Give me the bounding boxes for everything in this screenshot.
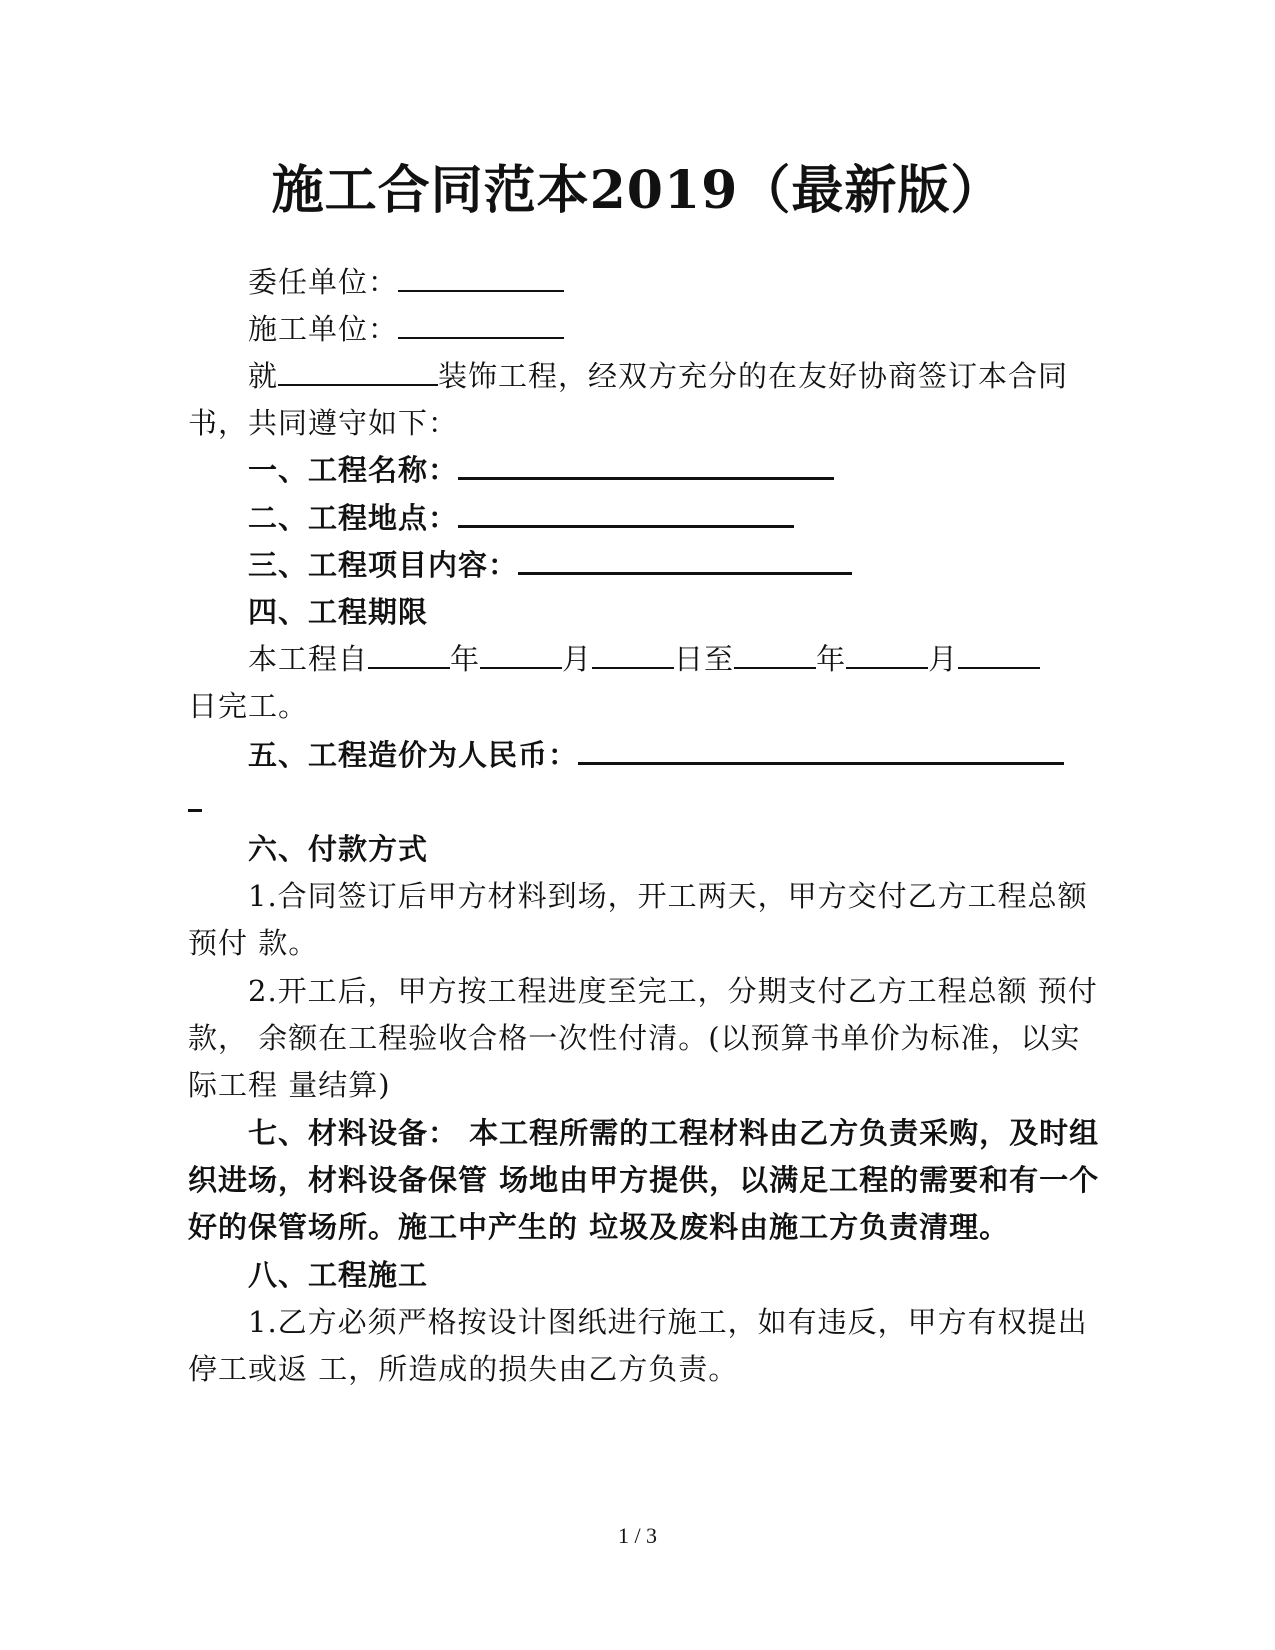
- end-year-blank: [734, 637, 816, 669]
- cost-blank-tail: [188, 779, 202, 812]
- end-month-blank: [846, 637, 928, 669]
- month-label-2: 月: [928, 642, 959, 676]
- start-day-blank: [592, 637, 674, 669]
- client-field: [248, 258, 1088, 306]
- section-8-heading: 八、工程施工: [248, 1258, 429, 1292]
- contractor-field: [248, 305, 1088, 353]
- project-blank: [278, 354, 438, 386]
- project-cost-blank: [578, 732, 1064, 765]
- contractor-label: 施工单位：: [248, 312, 399, 346]
- document-title: 施工合同范本2019（最新版）: [271, 160, 1004, 221]
- section-4-heading: 四、工程期限: [248, 595, 429, 629]
- client-label: 委任单位：: [248, 265, 399, 299]
- month-label: 月: [562, 642, 593, 676]
- project-location-blank: [458, 495, 794, 528]
- intro-line-1: [248, 352, 1088, 400]
- contractor-blank: [398, 307, 564, 339]
- section-project-content: [248, 541, 1088, 589]
- year-label: 年: [450, 642, 481, 676]
- materials-text-1: 本工程所需的工程材料由乙方负责采购，及时组: [458, 1116, 1100, 1150]
- construction-item-1-line-2: 停工或返 工，所造成的损失由乙方负责。: [188, 1352, 739, 1386]
- section-3-heading: 三、工程项目内容：: [248, 548, 519, 582]
- project-name-blank: [458, 447, 834, 480]
- project-content-blank: [518, 542, 852, 575]
- payment-item-2-line-3: 际工程 量结算): [188, 1068, 391, 1102]
- year-label-2: 年: [816, 642, 847, 676]
- payment-item-2-line-2: 款， 余额在工程验收合格一次性付清。(以预算书单价为标准，以实: [188, 1021, 1081, 1055]
- materials-line-1: [248, 1109, 1100, 1157]
- section-6-heading: 六、付款方式: [248, 832, 429, 866]
- start-month-blank: [480, 637, 562, 669]
- section-project-name: [248, 446, 1088, 494]
- page-number: 1 / 3: [617, 1523, 658, 1548]
- client-blank: [398, 260, 564, 292]
- period-line-2: 日完工。: [188, 689, 309, 723]
- day-to-label: 日至: [674, 642, 735, 676]
- intro-prefix: 就: [248, 359, 279, 393]
- payment-item-2-line-1: 2.开工后，甲方按工程进度至完工，分期支付乙方工程总额 预付: [248, 974, 1098, 1008]
- intro-text: 装饰工程，经双方充分的在友好协商签订本合同: [438, 359, 1069, 393]
- payment-item-1-line-2: 预付 款。: [188, 926, 319, 960]
- section-project-cost: [248, 731, 1088, 779]
- section-7-heading: 七、材料设备：: [248, 1116, 459, 1150]
- materials-line-2: 织进场，材料设备保管 场地由甲方提供，以满足工程的需要和有一个: [188, 1163, 1100, 1197]
- payment-item-1-line-1: 1.合同签订后甲方材料到场，开工两天，甲方交付乙方工程总额: [248, 879, 1088, 913]
- start-year-blank: [368, 637, 450, 669]
- period-from: 本工程自: [248, 642, 369, 676]
- period-line-1: [248, 635, 1088, 683]
- section-1-heading: 一、工程名称：: [248, 453, 459, 487]
- section-5-heading: 五、工程造价为人民币：: [248, 738, 579, 772]
- materials-line-3: 好的保管场所。施工中产生的 垃圾及废料由施工方负责清理。: [188, 1210, 1010, 1244]
- intro-line-2: 书，共同遵守如下：: [188, 406, 459, 440]
- construction-item-1-line-1: 1.乙方必须严格按设计图纸进行施工，如有违反，甲方有权提出: [248, 1305, 1088, 1339]
- end-day-blank: [958, 637, 1040, 669]
- section-project-location: [248, 494, 1088, 542]
- cost-blank-overflow: [188, 778, 1088, 826]
- section-2-heading: 二、工程地点：: [248, 501, 459, 535]
